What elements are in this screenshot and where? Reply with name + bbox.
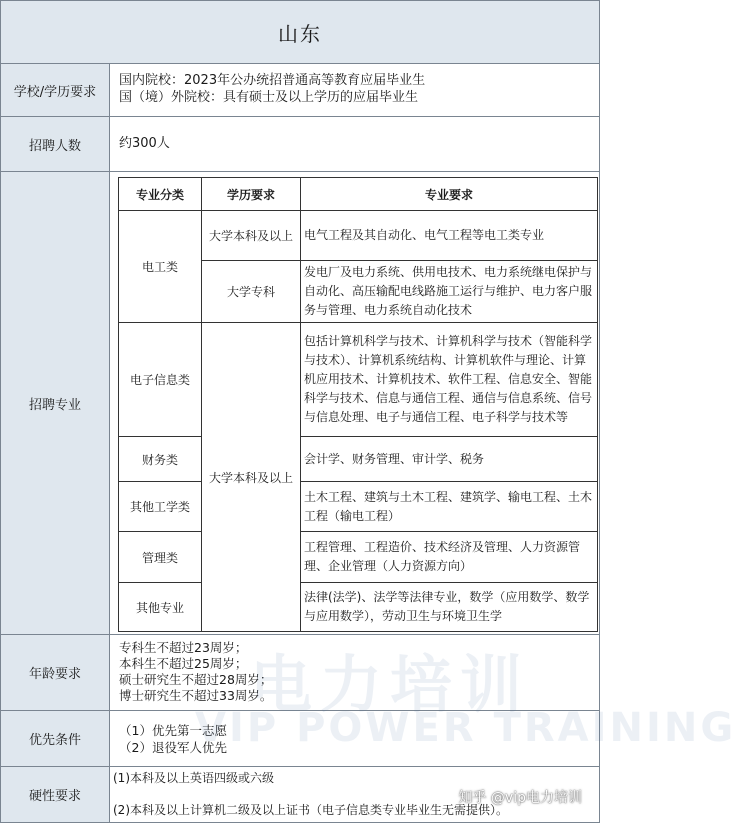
page-title: 山东 <box>1 1 599 64</box>
requirement-cell: 土木工程、建筑与土木工程、建筑学、输电工程、土木工程（输电工程） <box>301 482 597 532</box>
row-value <box>119 722 227 756</box>
category-cell: 管理类 <box>119 532 202 583</box>
value-line: 专科生不超过23周岁； <box>119 640 248 655</box>
degree-cell: 大学本科及以上 <box>202 211 301 261</box>
degree-cell: 大学专科 <box>202 261 301 323</box>
requirement-cell: 包括计算机科学与技术、计算机科学与技术（智能科学与技术）、计算机系统结构、计算机软件与理论、计算机应用技术、计算机技术、软件工程、信息安全、智能科学与技术、信息与通信工程、通信与信息系统、信号与信息处理、电子与通信工程、电子科学与技术等 <box>301 323 597 437</box>
majors-table <box>118 177 598 632</box>
value-line: (1)本科及以上英语四级或六级 <box>113 771 274 785</box>
row-count <box>1 117 599 172</box>
category-cell: 其他专业 <box>119 583 202 631</box>
category-cell: 电子信息类 <box>119 323 202 437</box>
value-line: 本科生不超过25周岁； <box>119 656 248 671</box>
row-age <box>1 635 599 711</box>
row-priority <box>1 711 599 767</box>
requirement-cell: 工程管理、工程造价、技术经济及管理、人力资源管理、企业管理（人力资源方向） <box>301 532 597 583</box>
requirement-cell: 会计学、财务管理、审计学、税务 <box>301 437 597 482</box>
row-label: 硬性要求 <box>1 767 110 822</box>
requirement-cell: 法律(法学)、法学等法律专业，数学（应用数学、数学与应用数学），劳动卫生与环境卫生学 <box>304 590 590 623</box>
row-value <box>113 771 508 817</box>
credit-watermark: 知乎 @vip电力培训 <box>458 790 582 806</box>
value-line: 国内院校：2023年公办统招普通高等教育应届毕业生 <box>119 73 426 88</box>
row-label: 招聘专业 <box>1 172 110 634</box>
row-value <box>119 72 425 106</box>
requirement-cell: 电气工程及其自动化、电气工程等电工类专业 <box>301 211 597 261</box>
category-cell: 电工类 <box>119 211 202 323</box>
header-requirement: 专业要求 <box>301 178 597 211</box>
header-degree: 学历要求 <box>202 178 301 211</box>
value-line: （2）退役军人优先 <box>119 740 227 755</box>
value-line: 硕士研究生不超过28周岁； <box>119 672 273 687</box>
category-cell: 其他工学类 <box>119 482 202 532</box>
value-line: 国（境）外院校：具有硕士及以上学历的应届毕业生 <box>119 90 419 105</box>
row-school <box>1 64 599 117</box>
value-line: 博士研究生不超过33周岁。 <box>119 688 273 703</box>
row-label: 招聘人数 <box>1 117 110 171</box>
row-label: 学校/学历要求 <box>1 64 110 116</box>
degree-cell: 大学本科及以上 <box>202 323 301 631</box>
row-value: 约300人 <box>119 136 170 151</box>
requirement-cell: 发电厂及电力系统、供用电技术、电力系统继电保护与自动化、高压输配电线路施工运行与维护、电力客户服务与管理、电力系统自动化技术 <box>301 261 597 323</box>
watermark-en: VIP POWER TRAINING <box>195 705 736 751</box>
row-label: 优先条件 <box>1 711 110 766</box>
header-category: 专业分类 <box>119 178 202 211</box>
watermark-cn: 电力培训 <box>250 648 531 721</box>
value-line: (2)本科及以上计算机二级及以上证书（电子信息类专业毕业生无需提供）。 <box>113 803 509 817</box>
row-label: 年龄要求 <box>1 635 110 710</box>
row-value <box>119 640 272 704</box>
category-cell: 财务类 <box>119 437 202 482</box>
value-line: （1）优先第一志愿 <box>119 723 227 738</box>
